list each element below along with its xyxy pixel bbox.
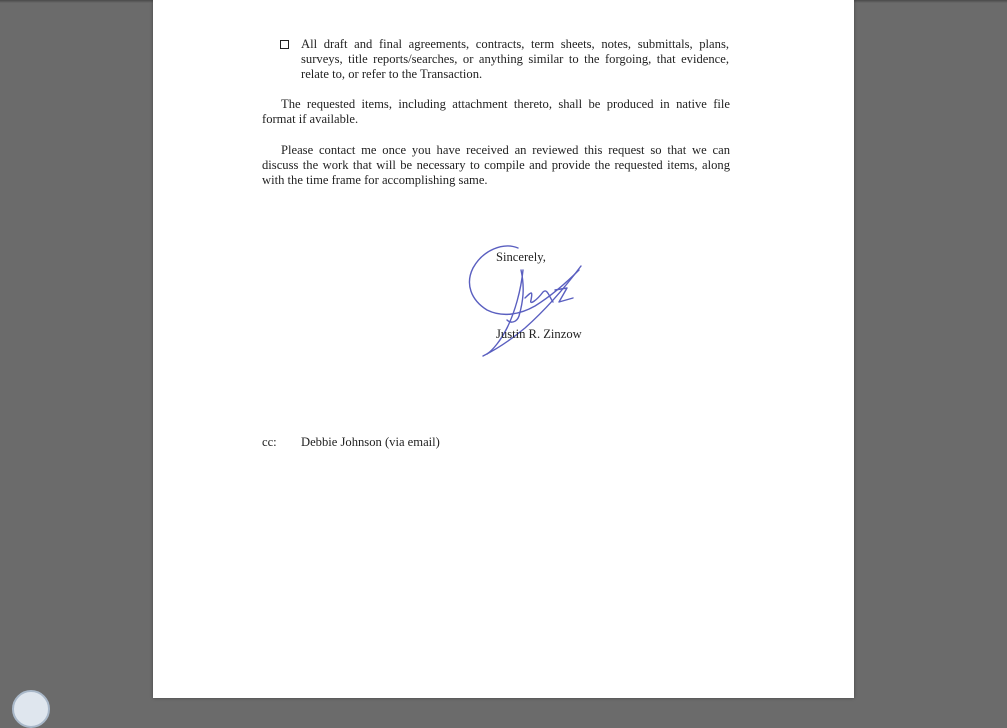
closing-text: Sincerely, [496, 250, 546, 264]
cc-recipient: Debbie Johnson (via email) [301, 435, 440, 449]
viewer-corner-button[interactable] [12, 690, 50, 728]
signer-name: Justin R. Zinzow [496, 327, 582, 341]
bullet-item-text: All draft and final agreements, contracts, term sheets, notes, submittals, plans, surveys, title reports/searches, or anything similar to the forgoing, that evidence, relate to, or refer to the Transaction. [301, 37, 729, 81]
document-page [153, 0, 854, 698]
paragraph-contact: Please contact me once you have received an reviewed this request so that we can discuss the work that will be necessary to compile and provide the requested items, along with the time frame for accomplishing same. [262, 143, 730, 187]
paragraph-native-format: The requested items, including attachment thereto, shall be produced in native file format if available. [262, 97, 730, 126]
cc-label: cc: [262, 435, 277, 449]
checkbox-icon [280, 40, 289, 49]
